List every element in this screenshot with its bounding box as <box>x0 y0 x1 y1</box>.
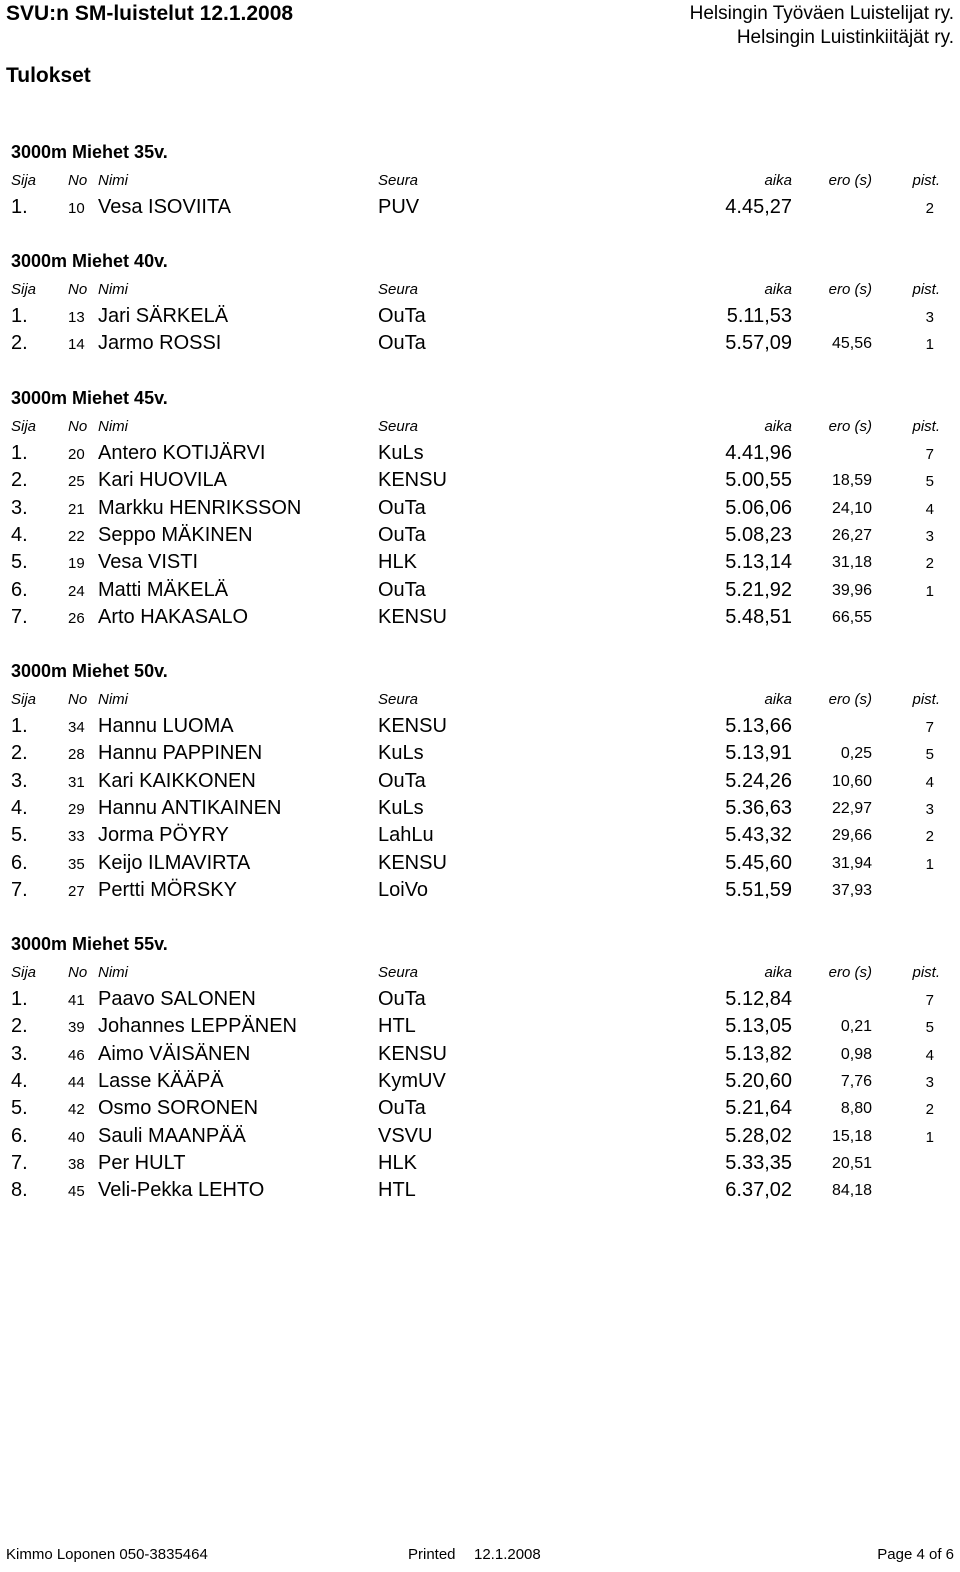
skater-name: Paavo SALONEN <box>98 988 256 1010</box>
bib-number: 22 <box>68 527 85 545</box>
document-title: SVU:n SM-luistelut 12.1.2008 <box>6 2 294 25</box>
skater-name: Osmo SORONEN <box>98 1097 259 1120</box>
club: KENSU <box>378 605 447 628</box>
points: 7 <box>925 719 934 736</box>
footer-author: Kimmo Loponen 050-3835464 <box>6 1546 208 1563</box>
time-gap: 20,51 <box>831 1154 872 1172</box>
points: 2 <box>925 555 934 573</box>
club: KymUV <box>378 1069 446 1092</box>
table-row <box>0 606 960 633</box>
skater-name: Vesa VISTI <box>98 551 199 574</box>
rank: 4. <box>11 796 28 819</box>
table-row <box>0 196 960 223</box>
bib-number: 27 <box>68 882 85 900</box>
club: OuTa <box>378 523 426 546</box>
time-gap: 66,55 <box>831 608 872 626</box>
points: 5 <box>925 1019 934 1037</box>
bib-number: 35 <box>68 855 85 873</box>
table-row <box>0 770 960 797</box>
time: 5.08,23 <box>725 523 792 546</box>
club: KENSU <box>378 469 447 492</box>
bib-number: 46 <box>68 1046 85 1064</box>
section-title: 3000m Miehet 55v. <box>11 934 168 954</box>
time-gap: 24,10 <box>831 499 872 517</box>
bib-number: 10 <box>68 200 85 217</box>
table-row <box>0 551 960 578</box>
table-row <box>0 1097 960 1124</box>
skater-name: Jorma PÖYRY <box>98 824 229 847</box>
bib-number: 31 <box>68 773 85 791</box>
points: 5 <box>925 746 934 764</box>
bib-number: 28 <box>68 746 85 764</box>
time: 5.36,63 <box>725 796 792 819</box>
column-header-nimi: Nimi <box>98 172 128 189</box>
rank: 1. <box>11 305 28 327</box>
club: KuLs <box>378 742 424 765</box>
points: 1 <box>925 1128 934 1146</box>
column-header-no: No <box>68 281 88 298</box>
rank: 1. <box>11 988 28 1010</box>
column-header-no: No <box>68 964 88 981</box>
column-header-row <box>0 418 960 438</box>
footer-page-number: Page 4 of 6 <box>877 1546 954 1563</box>
time-gap: 18,59 <box>831 472 872 490</box>
club: HTL <box>378 1179 416 1202</box>
rank: 1. <box>11 442 28 464</box>
column-header-row <box>0 691 960 711</box>
time: 5.48,51 <box>725 605 792 628</box>
column-header-seura: Seura <box>378 418 419 435</box>
skater-name: Veli-Pekka LEHTO <box>98 1179 265 1202</box>
skater-name: Antero KOTIJÄRVI <box>98 442 266 464</box>
points: 3 <box>925 309 934 326</box>
time: 5.51,59 <box>725 878 792 901</box>
column-header-ero: ero (s) <box>828 691 872 708</box>
points: 3 <box>925 527 934 545</box>
table-row <box>0 1125 960 1152</box>
skater-name: Kari KAIKKONEN <box>98 769 256 792</box>
organizer-2: Helsingin Luistinkiitäjät ry. <box>736 27 954 48</box>
bib-number: 24 <box>68 582 85 600</box>
section-title: 3000m Miehet 45v. <box>11 388 168 408</box>
skater-name: Matti MÄKELÄ <box>98 578 229 601</box>
table-row <box>0 524 960 551</box>
club: OuTa <box>378 305 426 327</box>
rank: 1. <box>11 196 28 218</box>
time: 6.37,02 <box>725 1179 792 1202</box>
club: KENSU <box>378 715 447 737</box>
rank: 2. <box>11 469 28 492</box>
bib-number: 33 <box>68 828 85 846</box>
column-header-pist: pist. <box>912 281 940 298</box>
rank: 7. <box>11 1151 28 1174</box>
bib-number: 25 <box>68 473 85 491</box>
section-title: 3000m Miehet 35v. <box>11 142 168 162</box>
rank: 4. <box>11 1069 28 1092</box>
time-gap: 7,76 <box>840 1072 872 1090</box>
skater-name: Aimo VÄISÄNEN <box>98 1042 251 1065</box>
club: HTL <box>378 1015 416 1038</box>
time: 5.13,66 <box>725 715 792 737</box>
time-gap: 29,66 <box>831 827 872 845</box>
time-gap: 45,56 <box>831 335 872 353</box>
column-header-nimi: Nimi <box>98 964 128 981</box>
time: 5.21,64 <box>725 1097 792 1120</box>
time-gap: 15,18 <box>831 1127 872 1145</box>
time-gap: 22,97 <box>831 799 872 817</box>
organizers <box>690 2 954 50</box>
table-row <box>0 824 960 851</box>
bib-number: 14 <box>68 336 85 354</box>
time: 5.20,60 <box>725 1069 792 1092</box>
table-row <box>0 1179 960 1206</box>
club: HLK <box>378 551 417 574</box>
time: 5.43,32 <box>725 824 792 847</box>
table-row <box>0 1015 960 1042</box>
points: 1 <box>925 855 934 873</box>
column-header-sija: Sija <box>11 691 37 708</box>
points: 7 <box>925 446 934 463</box>
column-header-ero: ero (s) <box>828 418 872 435</box>
rank: 6. <box>11 578 28 601</box>
bib-number: 42 <box>68 1101 85 1119</box>
club: KENSU <box>378 1042 447 1065</box>
page-subtitle: Tulokset <box>6 64 91 87</box>
column-header-seura: Seura <box>378 691 419 708</box>
column-header-aika: aika <box>764 281 792 298</box>
time-gap: 26,27 <box>831 526 872 544</box>
column-header-pist: pist. <box>912 418 940 435</box>
rank: 5. <box>11 551 28 574</box>
table-row <box>0 1043 960 1070</box>
rank: 7. <box>11 605 28 628</box>
time-gap: 0,25 <box>840 745 872 763</box>
points: 3 <box>925 1073 934 1091</box>
column-header-row <box>0 281 960 301</box>
skater-name: Pertti MÖRSKY <box>98 878 237 901</box>
section-title: 3000m Miehet 50v. <box>11 661 168 681</box>
column-header-no: No <box>68 418 88 435</box>
skater-name: Lasse KÄÄPÄ <box>98 1069 224 1092</box>
column-header-nimi: Nimi <box>98 418 128 435</box>
column-header-pist: pist. <box>912 964 940 981</box>
time: 5.13,14 <box>725 551 792 574</box>
rank: 2. <box>11 742 28 765</box>
time: 5.00,55 <box>725 469 792 492</box>
points: 1 <box>925 582 934 600</box>
bib-number: 34 <box>68 719 85 736</box>
column-header-no: No <box>68 691 88 708</box>
club: KENSU <box>378 851 447 874</box>
column-header-sija: Sija <box>11 172 37 189</box>
points: 7 <box>925 992 934 1009</box>
skater-name: Johannes LEPPÄNEN <box>98 1015 298 1038</box>
table-row <box>0 579 960 606</box>
skater-name: Sauli MAANPÄÄ <box>98 1124 246 1147</box>
skater-name: Per HULT <box>98 1151 186 1174</box>
rank: 2. <box>11 1015 28 1038</box>
time-gap: 39,96 <box>831 581 872 599</box>
skater-name: Hannu LUOMA <box>98 715 234 737</box>
club: OuTa <box>378 769 426 792</box>
bib-number: 29 <box>68 800 85 818</box>
bib-number: 13 <box>68 309 85 326</box>
table-row <box>0 1152 960 1179</box>
rank: 3. <box>11 1042 28 1065</box>
club: LoiVo <box>378 878 429 901</box>
time: 5.12,84 <box>725 988 792 1010</box>
time: 5.13,82 <box>725 1042 792 1065</box>
time-gap: 0,98 <box>840 1045 872 1063</box>
club: OuTa <box>378 988 426 1010</box>
club: OuTa <box>378 1097 426 1120</box>
rank: 6. <box>11 851 28 874</box>
time: 5.57,09 <box>725 332 792 355</box>
bib-number: 26 <box>68 609 85 627</box>
table-row <box>0 1070 960 1097</box>
column-header-ero: ero (s) <box>828 281 872 298</box>
club: KuLs <box>378 442 424 464</box>
time: 5.33,35 <box>725 1151 792 1174</box>
time-gap: 84,18 <box>831 1182 872 1200</box>
table-row <box>0 497 960 524</box>
time-gap: 0,21 <box>840 1018 872 1036</box>
rank: 1. <box>11 715 28 737</box>
skater-name: Markku HENRIKSSON <box>98 496 302 519</box>
bib-number: 19 <box>68 555 85 573</box>
points: 4 <box>925 500 934 518</box>
time: 5.28,02 <box>725 1124 792 1147</box>
table-row <box>0 469 960 496</box>
column-header-seura: Seura <box>378 964 419 981</box>
points: 2 <box>925 1101 934 1119</box>
column-header-ero: ero (s) <box>828 964 872 981</box>
bib-number: 39 <box>68 1019 85 1037</box>
table-row <box>0 852 960 879</box>
column-header-pist: pist. <box>912 172 940 189</box>
points: 5 <box>925 473 934 491</box>
points: 2 <box>925 828 934 846</box>
column-header-aika: aika <box>764 691 792 708</box>
time: 5.06,06 <box>725 496 792 519</box>
points: 2 <box>925 200 934 217</box>
time-gap: 31,18 <box>831 554 872 572</box>
bib-number: 44 <box>68 1073 85 1091</box>
rank: 3. <box>11 496 28 519</box>
time-gap: 37,93 <box>831 881 872 899</box>
rank: 6. <box>11 1124 28 1147</box>
bib-number: 41 <box>68 992 85 1009</box>
skater-name: Hannu PAPPINEN <box>98 742 263 765</box>
table-row <box>0 332 960 359</box>
table-row <box>0 305 960 332</box>
column-header-sija: Sija <box>11 964 37 981</box>
page-footer <box>0 1546 960 1566</box>
skater-name: Jari SÄRKELÄ <box>98 305 229 327</box>
column-header-nimi: Nimi <box>98 691 128 708</box>
organizer-1: Helsingin Työväen Luistelijat ry. <box>689 3 954 24</box>
column-header-nimi: Nimi <box>98 281 128 298</box>
rank: 2. <box>11 332 28 355</box>
time: 5.13,91 <box>725 742 792 765</box>
column-header-ero: ero (s) <box>828 172 872 189</box>
time-gap: 8,80 <box>840 1100 872 1118</box>
time: 5.45,60 <box>725 851 792 874</box>
club: KuLs <box>378 796 424 819</box>
time: 4.41,96 <box>725 442 792 464</box>
time-gap: 31,94 <box>831 854 872 872</box>
rank: 5. <box>11 824 28 847</box>
rank: 3. <box>11 769 28 792</box>
club: VSVU <box>378 1124 433 1147</box>
rank: 7. <box>11 878 28 901</box>
column-header-no: No <box>68 172 88 189</box>
table-row <box>0 879 960 906</box>
rank: 5. <box>11 1097 28 1120</box>
skater-name: Seppo MÄKINEN <box>98 523 253 546</box>
points: 3 <box>925 800 934 818</box>
skater-name: Vesa ISOVIITA <box>98 196 232 218</box>
time: 5.21,92 <box>725 578 792 601</box>
footer-printed-label: Printed <box>408 1546 456 1563</box>
skater-name: Arto HAKASALO <box>98 605 249 628</box>
club: LahLu <box>378 824 434 847</box>
column-header-row <box>0 964 960 984</box>
time-gap: 10,60 <box>831 772 872 790</box>
bib-number: 45 <box>68 1183 85 1201</box>
rank: 8. <box>11 1179 28 1202</box>
bib-number: 38 <box>68 1155 85 1173</box>
column-header-seura: Seura <box>378 172 419 189</box>
skater-name: Hannu ANTIKAINEN <box>98 796 282 819</box>
points: 4 <box>925 773 934 791</box>
points: 4 <box>925 1046 934 1064</box>
column-header-aika: aika <box>764 418 792 435</box>
points: 1 <box>925 336 934 354</box>
column-header-sija: Sija <box>11 281 37 298</box>
skater-name: Jarmo ROSSI <box>98 332 222 355</box>
column-header-aika: aika <box>764 964 792 981</box>
club: HLK <box>378 1151 417 1174</box>
bib-number: 20 <box>68 446 85 463</box>
table-row <box>0 742 960 769</box>
bib-number: 21 <box>68 500 85 518</box>
club: OuTa <box>378 332 426 355</box>
footer-printed-date: 12.1.2008 <box>474 1546 541 1563</box>
time: 5.24,26 <box>725 769 792 792</box>
table-row <box>0 442 960 469</box>
table-row <box>0 797 960 824</box>
time: 4.45,27 <box>725 196 792 218</box>
club: OuTa <box>378 496 426 519</box>
rank: 4. <box>11 523 28 546</box>
table-row <box>0 988 960 1015</box>
bib-number: 40 <box>68 1128 85 1146</box>
time: 5.11,53 <box>726 305 792 327</box>
time: 5.13,05 <box>725 1015 792 1038</box>
table-row <box>0 715 960 742</box>
skater-name: Kari HUOVILA <box>98 469 227 492</box>
club: OuTa <box>378 578 426 601</box>
skater-name: Keijo ILMAVIRTA <box>98 851 251 874</box>
column-header-pist: pist. <box>912 691 940 708</box>
column-header-sija: Sija <box>11 418 37 435</box>
column-header-aika: aika <box>764 172 792 189</box>
section-title: 3000m Miehet 40v. <box>11 251 168 271</box>
club: PUV <box>378 196 420 218</box>
column-header-row <box>0 172 960 192</box>
column-header-seura: Seura <box>378 281 419 298</box>
